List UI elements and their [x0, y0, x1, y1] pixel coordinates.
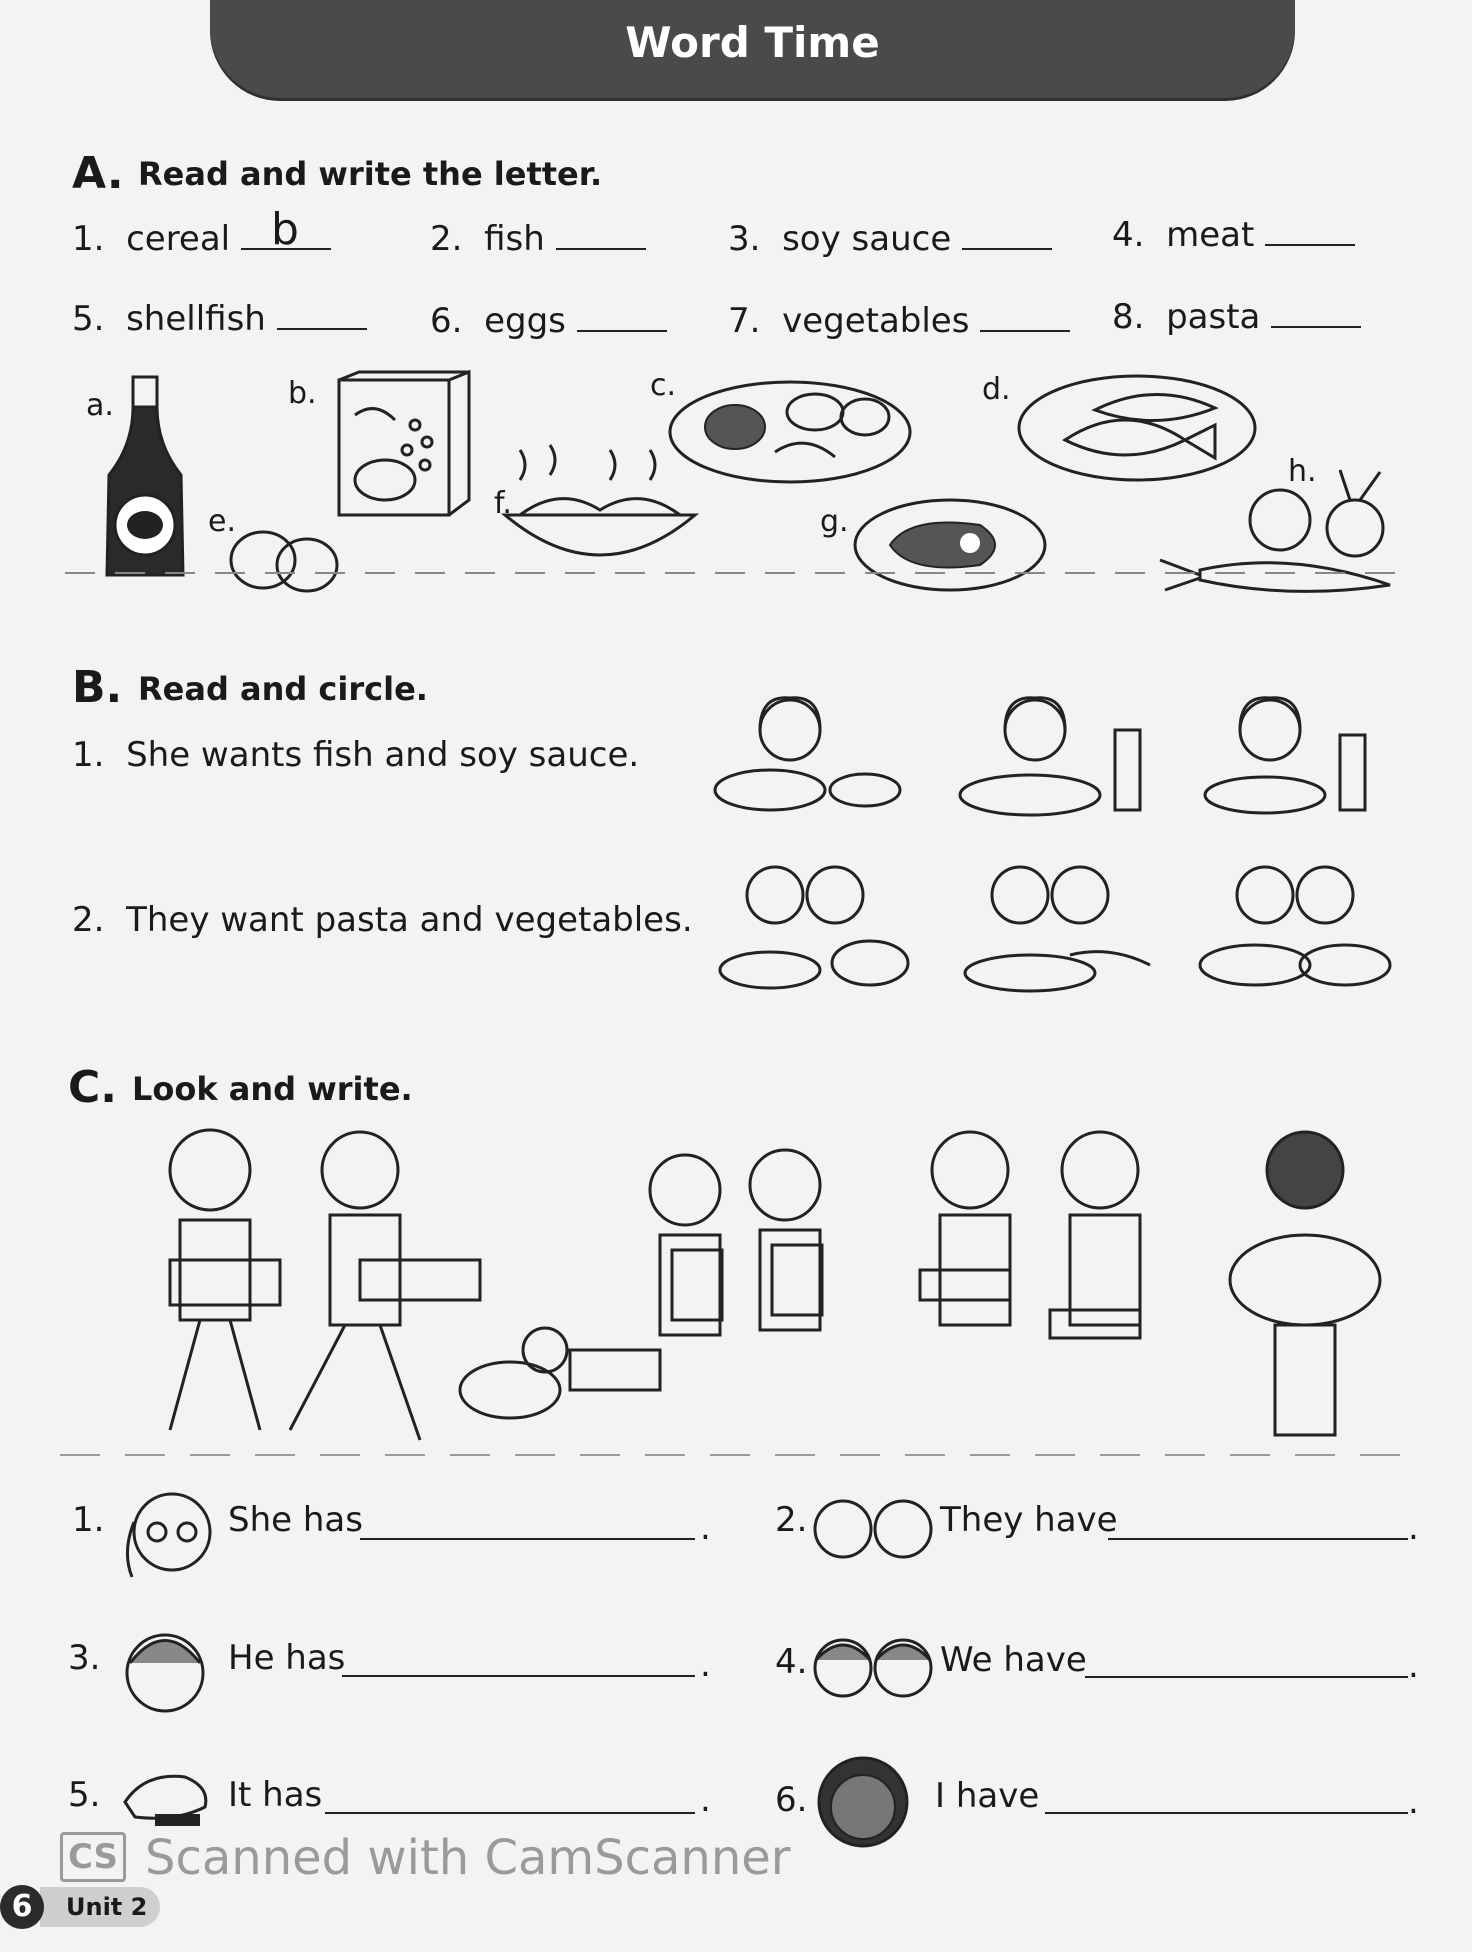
- choice-girl-fish-soy[interactable]: [1200, 690, 1370, 820]
- girl-with-vegetables: [1230, 1132, 1380, 1435]
- page-number: 6: [0, 1885, 44, 1929]
- section-a-instruction: Read and write the letter.: [138, 155, 603, 193]
- twin-girls-icon: [808, 1494, 938, 1564]
- section-a-letter: A.: [72, 148, 124, 199]
- twins-with-cereal: [650, 1150, 822, 1335]
- section-c-num-3: 3.: [68, 1638, 101, 1678]
- answer-blank-3[interactable]: [962, 218, 1052, 250]
- picture-label-g: g.: [820, 504, 849, 539]
- page-title: Word Time: [625, 18, 880, 67]
- ground-line: [65, 570, 1415, 576]
- answer-line-c3[interactable]: [342, 1675, 695, 1677]
- section-b-item-1: 1. She wants fish and soy sauce.: [72, 735, 640, 775]
- answer-1[interactable]: b: [270, 204, 299, 255]
- answer-line-c6[interactable]: [1045, 1812, 1408, 1814]
- section-c-text-6: I have: [935, 1776, 1040, 1816]
- dog-head-icon: [115, 1762, 215, 1832]
- picture-label-d: d.: [982, 372, 1011, 407]
- answer-blank-6[interactable]: [577, 300, 667, 332]
- answer-blank-5[interactable]: [277, 298, 367, 330]
- eggs-icon: [225, 525, 345, 595]
- section-c-end-4: .: [1408, 1646, 1419, 1686]
- answer-line-c5[interactable]: [325, 1812, 695, 1814]
- camscanner-logo: CS: [60, 1832, 126, 1882]
- section-a-item-3: 3. soy sauce: [728, 218, 1052, 259]
- section-b-instruction: Read and circle.: [138, 670, 428, 708]
- section-c-instruction: Look and write.: [132, 1070, 413, 1108]
- section-c-end-6: .: [1408, 1782, 1419, 1822]
- section-c-text-4: We have: [940, 1640, 1087, 1680]
- answer-blank-4[interactable]: [1265, 214, 1355, 246]
- section-a-item-1: 1. cereal b: [72, 218, 331, 259]
- girl-with-eggs: [170, 1130, 280, 1430]
- section-a-item-8: 8. pasta: [1112, 296, 1361, 337]
- section-c-text-5: It has: [228, 1775, 323, 1815]
- section-a-item-5: 5. shellfish: [72, 298, 367, 339]
- section-c-text-3: He has: [228, 1638, 346, 1678]
- section-a-item-4: 4. meat: [1112, 214, 1355, 255]
- picture-label-h: h.: [1288, 454, 1317, 489]
- picture-label-e: e.: [208, 504, 236, 539]
- choice-kids-pasta-salad[interactable]: [715, 855, 915, 995]
- answer-blank-2[interactable]: [556, 218, 646, 250]
- cereal-box-icon: [335, 370, 475, 520]
- picture-label-b: b.: [288, 376, 317, 411]
- section-c-num-5: 5.: [68, 1775, 101, 1815]
- soy-sauce-bottle-icon: [95, 375, 195, 585]
- vegetables-icon: [1140, 460, 1400, 610]
- picture-label-f: f.: [494, 486, 512, 521]
- section-c-text-1: She has: [228, 1500, 363, 1540]
- shellfish-plate-icon: [665, 372, 915, 492]
- picture-label-a: a.: [86, 388, 114, 423]
- answer-line-c1[interactable]: [360, 1538, 695, 1540]
- section-c-num-1: 1.: [72, 1500, 105, 1540]
- unit-label: Unit 2: [40, 1887, 160, 1927]
- dog-with-meat: [460, 1328, 660, 1418]
- answer-blank-8[interactable]: [1271, 296, 1361, 328]
- section-c-text-2: They have: [940, 1500, 1118, 1540]
- section-c-end-5: .: [700, 1780, 711, 1820]
- answer-line-c4[interactable]: [1085, 1676, 1408, 1678]
- watermark-text: Scanned with CamScanner: [145, 1830, 791, 1886]
- choice-girl-fish-eggs[interactable]: [710, 690, 910, 820]
- section-c-num-4: 4.: [775, 1642, 808, 1682]
- girl-curly-hair-icon: [815, 1752, 911, 1852]
- children-carrying-food-scene: [60, 1110, 1410, 1470]
- section-a-item-6: 6. eggs: [430, 300, 667, 341]
- answer-line-c2[interactable]: [1108, 1538, 1408, 1540]
- picture-label-c: c.: [650, 368, 677, 403]
- section-c-end-3: .: [700, 1645, 711, 1685]
- boy-face-icon: [120, 1618, 210, 1728]
- boys-with-pasta: [920, 1132, 1140, 1338]
- choice-kids-salad-vegetables[interactable]: [1195, 855, 1395, 995]
- section-a-item-2: 2. fish: [430, 218, 646, 259]
- section-c-end-1: .: [700, 1508, 711, 1548]
- section-a-item-7: 7. vegetables: [728, 300, 1070, 341]
- pasta-bowl-icon: [500, 445, 700, 575]
- section-b-item-2: 2. They want pasta and vegetables.: [72, 900, 693, 940]
- girl-with-glasses-icon: [112, 1482, 222, 1582]
- section-c-end-2: .: [1408, 1508, 1419, 1548]
- section-c-num-6: 6.: [775, 1780, 808, 1820]
- section-c-num-2: 2.: [775, 1500, 808, 1540]
- twin-boys-icon: [808, 1628, 938, 1708]
- boy-with-fish: [290, 1132, 480, 1440]
- section-b-letter: B.: [72, 662, 123, 713]
- choice-girl-chicken-soy[interactable]: [955, 690, 1155, 820]
- section-c-letter: C.: [68, 1062, 118, 1113]
- meat-plate-icon: [850, 495, 1050, 595]
- answer-blank-7[interactable]: [980, 300, 1070, 332]
- choice-kids-pasta-vegetables[interactable]: [960, 855, 1160, 995]
